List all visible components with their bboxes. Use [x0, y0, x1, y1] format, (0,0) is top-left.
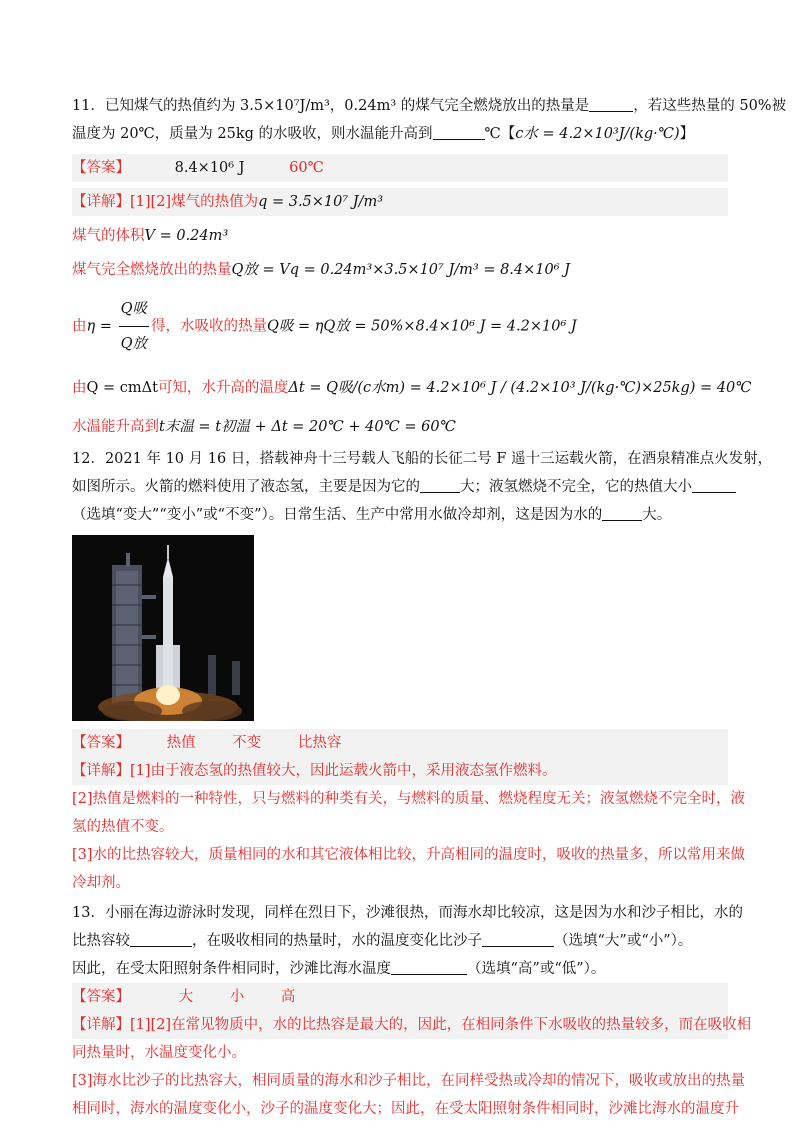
q11-detail-block	[72, 188, 728, 216]
q11-detail-line-3	[72, 256, 728, 284]
q13-stem-text-2c: （选填“大”或“小”）。	[554, 933, 693, 949]
q11-detail-math-1: q = 3.5×10⁷ J/m³	[258, 194, 384, 210]
q11-fraction-numerator: Q吸	[119, 292, 149, 327]
rocket-launch-illustration	[72, 535, 254, 721]
q13-stem-text-2a: 比热容较	[72, 933, 130, 949]
q11-detail-text-5b: 可知，水升高的温度	[157, 380, 289, 396]
q11-detail-math-4: Q吸 = ηQ放 = 50%×8.4×10⁶ J = 4.2×10⁶ J	[266, 318, 577, 335]
q12-stem-line-3	[72, 501, 728, 529]
q12-stem-line-1: 12．2021 年 10 月 16 日，搭载神舟十三号载人飞船的长征二号 F 遥十三运载火箭，在酒泉精准点火发射，	[72, 451, 773, 467]
q12-stem-text-3a: （选填“变大”“变小”或“不变”）。日常生活、生产中常用水做冷却剂，这是因为水的	[72, 507, 603, 523]
q11-answer-tag: 【答案】	[72, 160, 130, 176]
q13-detail-text-1a: [1][2]在常见物质中，水的比热容是最大的，因此，在相同条件下水吸收的热量较多，而在吸收相	[130, 1017, 752, 1033]
q13-answer-1: 大	[178, 989, 194, 1005]
q11-given-formula: c水 = 4.2×10³J/(kg·℃)	[515, 126, 680, 142]
q11-bracket-end: 】	[679, 126, 695, 142]
q11-stem-line-2	[72, 120, 728, 148]
q11-detail-math-5: Δt = Q吸/(c水m) = 4.2×10⁶ J / (4.2×10³ J/(kg·℃)×25kg) = 40℃	[288, 380, 752, 396]
q13-detail-line-2a: [3]海水比沙子的比热容大，相同质量的海水和沙子相比，在同样受热或冷却的情况下，吸收或放出的热量	[72, 1073, 746, 1089]
q13-answer-3: 高	[280, 989, 296, 1005]
q11-efficiency-fraction	[119, 292, 149, 361]
q11-blank-1[interactable]	[589, 95, 633, 112]
q11-detail-math-2: V = 0.24m³	[144, 228, 229, 244]
q12-stem-text-3b: 大。	[642, 507, 672, 523]
q11-detail-line-2	[72, 222, 728, 250]
q12-detail-line-2a: [2]热值是燃料的一种特性，只与燃料的种类有关，与燃料的质量、燃烧程度无关；液氢燃烧不完全时，液	[72, 791, 746, 807]
q11-answer-bar	[72, 154, 728, 182]
q11-detail-line-1	[72, 188, 728, 216]
q12-blank-3[interactable]	[602, 504, 642, 521]
q12-detail-line-2b: 氢的热值不变。	[72, 819, 174, 835]
q12-answer-3: 比热容	[297, 735, 342, 751]
q11-blank-2[interactable]	[433, 123, 485, 140]
q13-stem-text-2b: ，在吸收相同的热量时，水的温度变化比沙子	[192, 933, 482, 949]
q12-stem-line-2	[72, 473, 728, 501]
q13-detail-tag: 【详解】	[72, 1017, 130, 1033]
q12-blank-2[interactable]	[692, 476, 736, 493]
q11-detail-line-4: 由η = $\frac{\text{Q吸}}{\text{Q放}}$ 得，水吸收的热量Q吸 = ηQ放 = 50%×8.4×10⁶ J = 4.2×10⁶ J	[72, 292, 728, 361]
question-12	[72, 445, 773, 897]
q13-answer-tag: 【答案】	[72, 989, 130, 1005]
q12-detail-line-1	[72, 757, 728, 785]
q11-detail-text-2: 煤气的体积	[72, 228, 145, 244]
q13-blank-3[interactable]	[391, 958, 467, 975]
q12-answer-1: 热值	[166, 735, 196, 751]
q13-detail-block	[72, 1011, 752, 1123]
q12-stem-text-2b: 大；液氢燃烧不完全，它的热值大小	[460, 479, 692, 495]
q13-stem-line-2	[72, 927, 728, 955]
rocket-launch-photo	[72, 535, 254, 721]
q11-detail-text-4b: 得，水吸收的热量	[150, 318, 267, 335]
q12-answer-2: 不变	[232, 735, 262, 751]
q13-answer-bar	[72, 983, 728, 1011]
q11-answer-2: 60℃	[289, 160, 324, 176]
q13-blank-2[interactable]	[482, 930, 554, 947]
q13-stem-line-1: 13．小丽在海边游泳时发现，同样在烈日下，沙滩很热，而海水却比较凉，这是因为水和沙子相比，水的	[72, 905, 743, 921]
q12-blank-1[interactable]	[420, 476, 460, 493]
q11-heat-formula: Q = cmΔt	[86, 380, 158, 396]
q12-detail-line-3b: 冷却剂。	[72, 875, 130, 891]
q13-blank-1[interactable]	[130, 930, 192, 947]
q11-stem-text-2: 温度为 20℃，质量为 25kg 的水吸收，则水温能升高到	[72, 126, 433, 142]
q11-stem-tail-2: ℃【	[484, 126, 516, 142]
q11-detail-line-5	[72, 371, 752, 405]
q11-detail-text-3: 煤气完全燃烧放出的热量	[72, 262, 232, 278]
q13-stem-text-3b: （选填“高”或“低”）。	[467, 961, 606, 977]
q11-detail-math-3: Q放 = Vq = 0.24m³×3.5×10⁷ J/m³ = 8.4×10⁶ J	[231, 262, 570, 278]
q13-answer-2: 小	[229, 989, 245, 1005]
question-13	[72, 899, 752, 1123]
q11-stem-text: 11．已知煤气的热值约为 3.5×10⁷J/m³，0.24m³ 的煤气完全燃烧放出的热量是	[72, 98, 590, 114]
q11-detail-tag: 【详解】	[72, 194, 130, 210]
q11-detail-text-1: [1][2]煤气的热值为	[130, 194, 259, 210]
q13-detail-line-1	[72, 1011, 752, 1039]
q12-detail-text-1: [1]由于液态氢的热值较大，因此运载火箭中，采用液态氢作燃料。	[130, 763, 557, 779]
q11-answer-1: 8.4×10⁶ J	[174, 160, 245, 176]
q11-stem-tail: ，若这些热量的 50%被	[633, 98, 787, 114]
q13-detail-line-2b: 相同时，海水的温度变化小，沙子的温度变化大；因此，在受太阳照射条件相同时，沙滩比海水的温度升	[72, 1101, 739, 1117]
q12-detail-tag: 【详解】	[72, 763, 130, 779]
q11-fraction-denominator: Q放	[120, 336, 147, 352]
q13-stem-line-3	[72, 955, 728, 983]
q11-detail-line-6	[72, 413, 728, 441]
document-page	[72, 92, 787, 1123]
q11-detail-math-6: t末温 = t初温 + Δt = 20℃ + 40℃ = 60℃	[159, 419, 456, 435]
q12-detail-line-3a: [3]水的比热容较大，质量相同的水和其它液体相比较，升高相同的温度时，吸收的热量多，所以常用来做	[72, 847, 746, 863]
q12-answer-tag: 【答案】	[72, 735, 130, 751]
q12-stem-text-2a: 如图所示。火箭的燃料使用了液态氢，主要是因为它的	[72, 479, 420, 495]
q11-detail-text-5a: 由	[72, 380, 87, 396]
q13-stem-text-3a: 因此，在受太阳照射条件相同时，沙滩比海水温度	[72, 961, 391, 977]
q13-detail-line-1b: 同热量时，水温度变化小。	[72, 1045, 246, 1061]
q11-stem-line-1	[72, 92, 787, 120]
q12-detail-block	[72, 757, 746, 897]
q12-answer-bar	[72, 729, 728, 757]
question-11	[72, 92, 787, 441]
q11-detail-text-6: 水温能升高到	[72, 419, 159, 435]
q11-detail-text-4a: 由	[72, 318, 87, 335]
